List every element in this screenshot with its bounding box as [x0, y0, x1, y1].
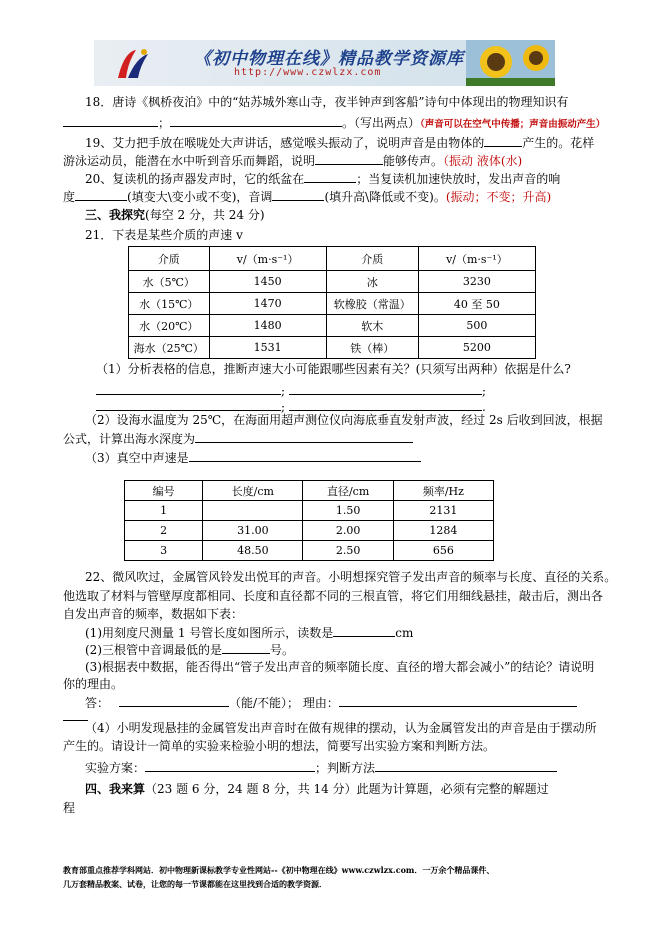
q22-part4-line2: 产生的。请设计一简单的实验来检验小明的想法，简要写出实验方案和判断方法。	[63, 739, 496, 753]
table-header-cell: 编号	[125, 481, 203, 501]
q19-line2	[63, 152, 522, 169]
q20-line2b: (填变大\变小或不变)，音调	[127, 190, 273, 204]
table-header-cell: v/（m·s⁻¹）	[418, 247, 535, 271]
table-cell	[203, 501, 303, 521]
table-cell: 3230	[418, 271, 535, 293]
table-cell: 3	[125, 541, 203, 561]
q22-blank-lowest[interactable]	[222, 641, 270, 654]
header-banner	[94, 40, 555, 86]
table-cell: 656	[393, 541, 493, 561]
q20-line2a: 度	[63, 190, 76, 204]
table-row	[125, 501, 494, 521]
table-row	[129, 315, 536, 337]
q22-part1	[85, 624, 413, 641]
table-header-cell: 介质	[326, 247, 418, 271]
q18-text: 18．唐诗《枫桥夜泊》中的“姑苏城外寒山寺，夜半钟声到客船”诗句中体现出的物理知识有	[85, 95, 569, 109]
table-header-cell: 长度/cm	[203, 481, 303, 501]
table-header-cell: 介质	[129, 247, 210, 271]
q22-blank-judge[interactable]	[375, 759, 557, 772]
table-cell: 48.50	[203, 541, 303, 561]
q22-judge-label: ；判断方法	[315, 761, 376, 775]
q20-blank-3[interactable]	[272, 188, 324, 201]
q20-blank-2[interactable]	[75, 188, 127, 201]
table-header-row	[129, 247, 536, 271]
table-header-cell: 直径/cm	[303, 481, 393, 501]
section4-note: （23 题 6 分，24 题 8 分，共 14 分）此题为计算题，必须有完整的解题过	[145, 782, 549, 796]
table-cell: 2.50	[303, 541, 393, 561]
table-cell: 2.00	[303, 521, 393, 541]
q20-line2c: (填升高\降低或不变)。	[324, 190, 446, 204]
table-cell: 铁（棒）	[326, 337, 418, 359]
q18-suffix: 。（写出两点）	[342, 116, 421, 130]
table-cell: 1	[125, 501, 203, 521]
q19-line1b: 产生的。花样	[522, 136, 595, 150]
q22-blank-length[interactable]	[333, 624, 395, 637]
table-row	[129, 293, 536, 315]
footer-line-2: 几万套精品教案、试卷，让您的每一节课都能在这里找到合适的教学资源．	[63, 879, 327, 889]
table-cell: 水（5℃）	[129, 271, 210, 293]
tube-table	[124, 480, 494, 561]
table-cell: 水（15℃）	[129, 293, 210, 315]
q21-blank-3[interactable]	[96, 398, 281, 411]
q22-part2	[85, 641, 294, 658]
table-row	[125, 521, 494, 541]
table-header-row	[125, 481, 494, 501]
q22-blank-plan[interactable]	[145, 759, 315, 772]
q22-line1: 22、微风吹过，金属管风铃发出悦耳的声音。小明想探究管子发出声音的频率与长度、直径的关系。	[85, 570, 617, 584]
q22-line2: 他选取了材料与管壁厚度都相同、长度和直径都不同的三根直管，将它们用细线悬挂，敲击后，测出各	[63, 589, 604, 603]
table-cell: 1284	[393, 521, 493, 541]
table-cell: 40 至 50	[418, 293, 535, 315]
q22-answer-label: 答：	[85, 696, 110, 710]
table-header-cell: v/（m·s⁻¹）	[209, 247, 326, 271]
q21-part1: （1）分析表格的信息，推断声速大小可能跟哪些因素有关？(只须写出两种）依据是什么?	[96, 362, 571, 376]
q21-part2-line1: （2）设海水温度为 25℃，在海面用超声测位仪向海底垂直发射声波，经过 2s 后收到回波，根据	[85, 413, 603, 427]
q21-blank-1[interactable]	[96, 382, 281, 395]
q22-blank-can[interactable]	[119, 694, 229, 707]
q20-line1	[85, 170, 560, 187]
section3-heading: 三、我探究	[85, 208, 146, 222]
q22-part2-suffix: 号。	[270, 643, 295, 657]
table-cell: 海水（25℃）	[129, 337, 210, 359]
q18-answer: （声音可以在空气中传播；声音由振动产生）	[420, 119, 606, 130]
banner-title: 《初中物理在线》精品教学资源库	[194, 49, 464, 69]
q22-answer-mid: （能/不能）； 理由：	[229, 696, 339, 710]
q22-part1-label: (1)用刻度尺测量 1 号管长度如图所示，读数是	[85, 626, 334, 640]
table-cell: 1450	[209, 271, 326, 293]
q18-blank-2[interactable]	[170, 114, 342, 127]
q22-part2-label: (2)三根管中音调最低的是	[85, 643, 222, 657]
q21-blank-4[interactable]	[289, 398, 482, 411]
section3-title	[85, 207, 265, 223]
q22-part3-line2: 你的理由。	[63, 677, 124, 691]
sunflower-icon	[466, 40, 555, 86]
q22-part1-unit: cm	[395, 626, 414, 640]
section4-line2: 程	[63, 801, 76, 815]
q22-answer-line	[85, 694, 577, 711]
q20-answer: (振动；不变；升高)	[445, 190, 552, 204]
q22-blank-reason[interactable]	[339, 694, 577, 707]
table-cell: 1470	[209, 293, 326, 315]
q19-blank-1[interactable]	[484, 134, 522, 147]
table-header-cell: 频率/Hz	[393, 481, 493, 501]
q21-part1-blanks-2: ; .	[96, 398, 486, 415]
table-cell: 软木	[326, 315, 418, 337]
table-cell: 1.50	[303, 501, 393, 521]
table-cell: 500	[418, 315, 535, 337]
q19-blank-2[interactable]	[315, 152, 383, 165]
section4-heading: 四、我来算	[85, 782, 146, 796]
q19-line2a: 游泳运动员，能潜在水中听到音乐而舞蹈，说明	[63, 154, 316, 168]
table-cell: 冰	[326, 271, 418, 293]
q19-line2b: 能够传声。	[383, 154, 444, 168]
table-cell: 2	[125, 521, 203, 541]
table-row	[129, 337, 536, 359]
q22-part4-line1: （4）小明发现悬挂的金属管发出声音时在做有规律的摆动，认为金属管发出的声音是由于摆动所	[85, 721, 597, 735]
banner-url[interactable]: http://www.czwlzx.com	[234, 67, 382, 78]
footer-line-1: 教育部重点推荐学科网站．初中物理新课标教学专业性网站--《初中物理在线》www.czwlzx.com．一万余个精品课件、	[63, 865, 495, 875]
q21-part1-blanks: ; ;	[96, 382, 486, 399]
q19-line1	[85, 134, 594, 151]
table-row	[129, 271, 536, 293]
table-cell: 31.00	[203, 521, 303, 541]
q19-answer: （振动 液体(水)	[443, 154, 523, 168]
q18-answer-line: ； 。（写出两点）（声音可以在空气中传播；声音由振动产生）	[63, 114, 605, 133]
q21-part2-label: 公式，计算出海水深度为	[63, 432, 196, 446]
q20-line1b: ；当复读机加速快放时，发出声音的响	[356, 172, 561, 186]
speed-table	[128, 246, 536, 359]
q21-blank-2[interactable]	[289, 382, 482, 395]
q22-line3: 自发出声音的频率，数据如下表：	[63, 607, 244, 621]
table-cell: 1531	[209, 337, 326, 359]
q21-part3-label: （3）真空中声速是	[85, 451, 189, 465]
q22-plan-label: 实验方案：	[85, 761, 146, 775]
table-row	[125, 541, 494, 561]
q22-part3-line1: (3)根据表中数据，能否得出“管子发出声音的频率随长度、直径的增大都会减小”的结论？请说明	[85, 660, 595, 674]
table-cell: 水（20℃）	[129, 315, 210, 337]
table-cell: 1480	[209, 315, 326, 337]
logo-icon	[114, 44, 156, 84]
q18-blank-1[interactable]	[63, 114, 158, 127]
table-cell: 5200	[418, 337, 535, 359]
q20-blank-1[interactable]	[304, 170, 356, 183]
q22-plan-line	[85, 759, 557, 776]
q19-line1a: 19、艾力把手放在喉咙处大声讲话，感觉喉头振动了，说明声音是由物体的	[85, 136, 485, 150]
q20-line2	[63, 188, 551, 205]
table-cell: 2131	[393, 501, 493, 521]
q21-blank-depth[interactable]	[195, 430, 413, 443]
q21-part2-line2	[63, 430, 413, 447]
q20-line1a: 20、复读机的扬声器发声时，它的纸盆在	[85, 172, 305, 186]
q21-intro: 21．下表是某些介质的声速 v	[85, 228, 243, 242]
section4-line1	[85, 781, 549, 797]
section3-note: (每空 2 分，共 24 分)	[145, 208, 265, 222]
q21-blank-vacuum[interactable]	[189, 449, 421, 462]
q21-part3	[85, 449, 421, 466]
table-cell: 软橡胶（常温）	[326, 293, 418, 315]
